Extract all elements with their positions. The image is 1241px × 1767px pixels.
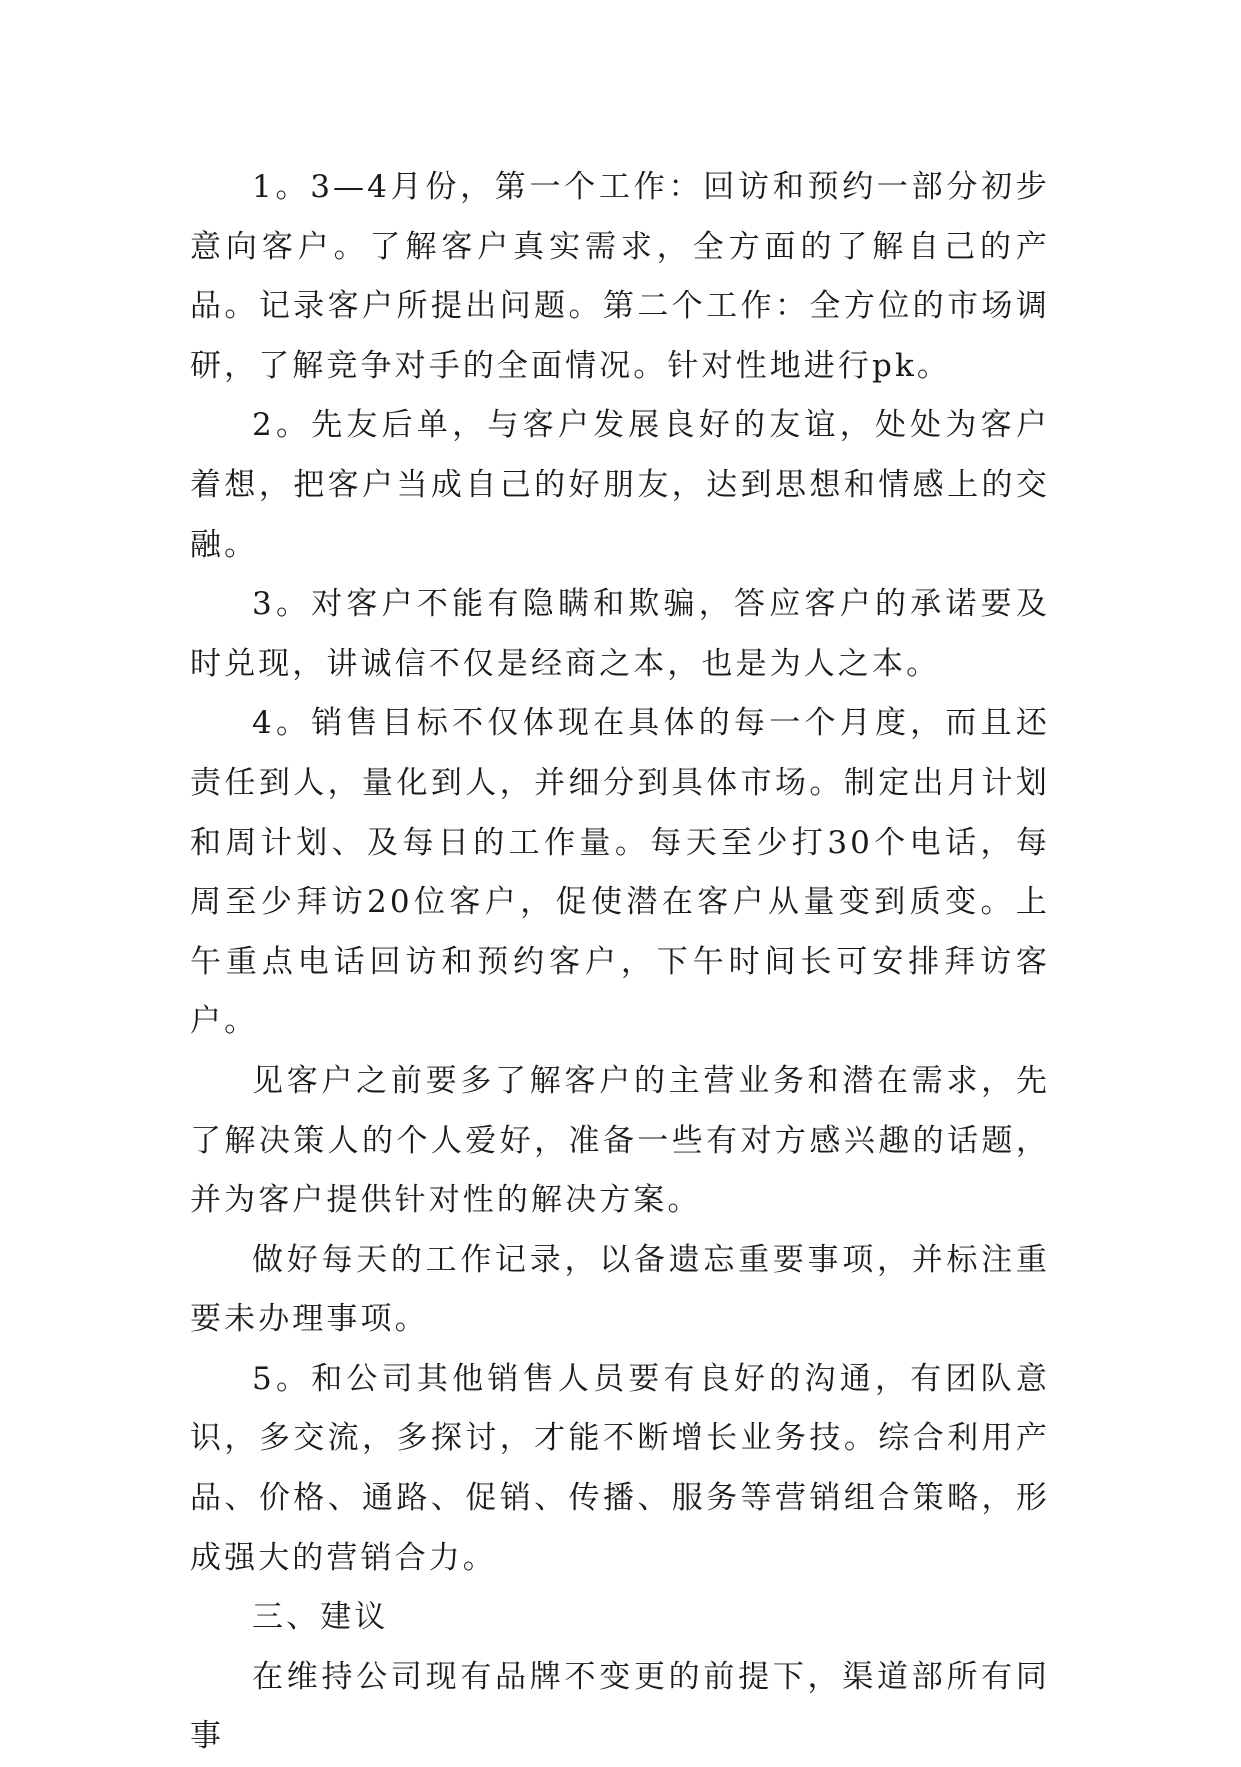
paragraph-item-3: 3。对客户不能有隐瞒和欺骗，答应客户的承诺要及时兑现，讲诚信不仅是经商之本，也是为人之本。	[190, 586, 1050, 682]
document-body	[190, 158, 1050, 1767]
paragraph-item-2: 2。先友后单，与客户发展良好的友谊，处处为客户着想，把客户当成自己的好朋友，达到思想和情感上的交融。	[190, 407, 1050, 563]
paragraph-client-research: 见客户之前要多了解客户的主营业务和潜在需求，先了解决策人的个人爱好，准备一些有对方感兴趣的话题，并为客户提供针对性的解决方案。	[190, 1062, 1050, 1219]
paragraph-suggestion: 在维持公司现有品牌不变更的前提下，渠道部所有同事	[190, 1658, 1050, 1755]
paragraph-work-record: 做好每天的工作记录，以备遗忘重要事项，并标注重要未办理事项。	[190, 1241, 1050, 1338]
section-heading-suggestions: 三、建议	[252, 1599, 389, 1636]
paragraph-item-1: 1。3—4月份，第一个工作：回访和预约一部分初步意向客户。了解客户真实需求，全方面的了解自己的产品。记录客户所提出问题。第二个工作：全方位的市场调研，了解竞争对手的全面情况。针对性地进行pk。	[190, 169, 1050, 384]
paragraph-item-4: 4。销售目标不仅体现在具体的每一个月度，而且还责任到人，量化到人，并细分到具体市场。制定出月计划和周计划、及每日的工作量。每天至少打30个电话，每周至少拜访20位客户，促使潜在客户从量变到质变。上午重点电话回访和预约客户，下午时间长可安排拜访客户。	[190, 705, 1050, 1040]
paragraph-item-5: 5。和公司其他销售人员要有良好的沟通，有团队意识，多交流，多探讨，才能不断增长业务技。综合利用产品、价格、通路、促销、传播、服务等营销组合策略，形成强大的营销合力。	[190, 1360, 1050, 1576]
